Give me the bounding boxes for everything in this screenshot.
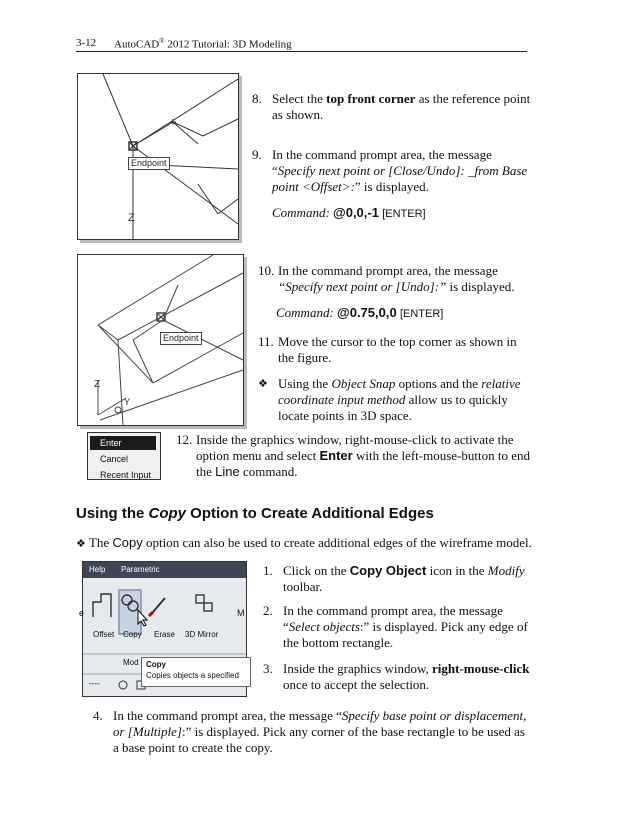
- tool-edge-left: e: [79, 608, 85, 618]
- step-12-bold: Enter: [319, 448, 353, 463]
- note-1-mid: options and the: [395, 376, 482, 391]
- command-label: Command:: [272, 205, 330, 220]
- step-12-pre: Inside the graphics window, right-mouse-click to activate the option menu and select: [196, 432, 514, 463]
- note-object-snap: [258, 376, 528, 424]
- copy-step-3-pre: Inside the graphics window,: [283, 661, 432, 676]
- note-1-post: allow us to quickly locate points in 3D space.: [278, 392, 508, 423]
- copy-step-4-pre: In the command prompt area, the message “: [113, 708, 342, 723]
- copy-step-2-ital: Select objects: [288, 619, 360, 634]
- copy-step-4-post: :” is displayed. Pick any corner of the base rectangle to be used as a base point to create the copy.: [113, 724, 525, 755]
- tool-3d-mirror-label[interactable]: 3D Mirror: [185, 630, 219, 639]
- copy-step-1-pre: Click on the: [283, 563, 350, 578]
- step-10-command: [276, 305, 443, 322]
- step-12-number: 12.: [176, 432, 193, 447]
- y-axis-label: Y: [124, 397, 131, 407]
- command-input: @0,0,-1: [333, 205, 379, 220]
- header-title-pre: AutoCAD: [114, 38, 160, 51]
- step-8: [252, 91, 532, 123]
- command-label: Command:: [276, 305, 334, 320]
- note-2-sans: Copy: [112, 535, 143, 550]
- bullet-diamond: ❖: [76, 537, 86, 550]
- menu-item-cancel[interactable]: Cancel: [100, 454, 129, 464]
- copy-step-4-ital: Specify base point or displacement, or [Multiple]: [113, 708, 527, 739]
- tooltip-title: Copy: [146, 660, 166, 669]
- heading-ital: Copy: [148, 505, 187, 522]
- 3d-mirror-icon: [196, 595, 204, 603]
- command-input: @0.75,0,0: [337, 305, 397, 320]
- copy-step-1-bold: Copy Object: [349, 563, 427, 578]
- note-1-pre: Using the: [278, 376, 332, 391]
- copy-step-1-ital: Modify: [487, 563, 525, 578]
- copy-step-2: [263, 603, 533, 651]
- tool-copy-label[interactable]: Copy: [123, 630, 142, 639]
- ribbon-modify-figure: [79, 561, 247, 697]
- erase-icon: [153, 598, 165, 612]
- note-copy-option: [76, 535, 536, 552]
- endpoint-snap-label: Endpoint: [128, 157, 170, 170]
- step-9-text-pre: In the command prompt area, the message “: [272, 147, 492, 178]
- copy-step-3-number: 3.: [263, 661, 273, 676]
- note-2-post: option can also be used to create additional edges of the wireframe model.: [142, 535, 532, 550]
- page-number: 3-12: [76, 37, 97, 49]
- header-title-post: 2012 Tutorial: 3D Modeling: [164, 38, 292, 51]
- tool-offset-label[interactable]: Offset: [93, 630, 115, 639]
- figure-wireframe-endpoint-2: [77, 254, 244, 426]
- step-11: [258, 334, 528, 366]
- heading-pre: Using the: [76, 505, 149, 522]
- copy-step-3-bold: right-mouse-click: [432, 661, 530, 676]
- step-10-number: 10.: [258, 263, 275, 278]
- note-1-ital-2: relative coordinate input method: [278, 376, 521, 407]
- command-key: [ENTER]: [399, 308, 444, 320]
- copy-step-1-post: toolbar.: [283, 579, 323, 594]
- endpoint-snap-label: Endpoint: [160, 332, 202, 345]
- step-8-text-post: as the reference point as shown.: [272, 91, 531, 122]
- copy-step-1-number: 1.: [263, 563, 273, 578]
- tooltip-description: Copies objects a specified: [146, 671, 239, 680]
- copy-step-3-post: once to accept the selection.: [283, 677, 430, 692]
- tooltip: [141, 657, 251, 687]
- step-10-text-post: is displayed.: [446, 279, 515, 294]
- offset-icon: [93, 594, 111, 617]
- z-axis-label: Z: [128, 212, 135, 224]
- note-2-pre: The: [88, 535, 113, 550]
- step-9-text-post: ” is displayed.: [354, 179, 429, 194]
- header-rule: [76, 51, 527, 52]
- copy-step-1-mid: icon in the: [426, 563, 488, 578]
- step-10: [258, 263, 528, 295]
- tab-help[interactable]: Help: [89, 565, 106, 574]
- step-12-mid: with the left-mouse-button to end the: [196, 448, 530, 479]
- menu-item-recent-input[interactable]: Recent Input: [100, 470, 152, 480]
- copy-step-3: [263, 661, 533, 693]
- step-12: [176, 432, 532, 480]
- command-key: [ENTER]: [382, 208, 426, 220]
- step-10-text-pre: In the command prompt area, the message: [278, 263, 498, 278]
- tool-erase-label[interactable]: Erase: [154, 630, 175, 639]
- copy-step-2-pre: In the command prompt area, the message “: [283, 603, 503, 634]
- osnap-icon: [119, 681, 127, 689]
- panel-label: Mod: [123, 658, 139, 667]
- bullet-diamond: ❖: [258, 377, 268, 390]
- copy-step-2-number: 2.: [263, 603, 273, 618]
- step-8-number: 8.: [252, 91, 262, 106]
- heading-post: Option to Create Additional Edges: [186, 505, 434, 522]
- copy-step-2-post: :” is displayed. Pick any edge of the bottom rectangle.: [283, 619, 528, 650]
- figure-wireframe-endpoint-1: [77, 73, 239, 240]
- step-11-text: Move the cursor to the top corner as shown in the figure.: [278, 334, 517, 365]
- step-9-command: [272, 205, 426, 222]
- menu-item-enter[interactable]: Enter: [90, 436, 156, 450]
- step-9: [252, 147, 532, 195]
- step-12-sans: Line: [215, 464, 240, 479]
- copy-step-4: [93, 708, 533, 756]
- note-1-ital-1: Object Snap: [331, 376, 396, 391]
- copy-step-4-number: 4.: [93, 708, 103, 723]
- step-9-number: 9.: [252, 147, 262, 162]
- step-12-post: command.: [239, 464, 298, 479]
- step-11-number: 11.: [258, 334, 274, 349]
- registered-mark: ®: [159, 37, 165, 45]
- copy-step-1: [263, 563, 533, 595]
- step-10-prompt: “Specify next point or [Undo]:”: [278, 279, 447, 294]
- z-axis-label: Z: [94, 379, 101, 390]
- status-dashes: ----: [89, 679, 100, 688]
- context-menu-figure: [87, 432, 161, 480]
- tab-parametric[interactable]: Parametric: [121, 565, 160, 574]
- step-8-text-pre: Select the: [272, 91, 327, 106]
- tool-edge-right: M: [237, 608, 245, 618]
- section-heading: [76, 505, 434, 522]
- step-8-bold: top front corner: [326, 91, 416, 106]
- running-header: [114, 37, 292, 51]
- step-9-prompt: Specify next point or [Close/Undo]: _from Base point <Offset>:: [272, 163, 528, 194]
